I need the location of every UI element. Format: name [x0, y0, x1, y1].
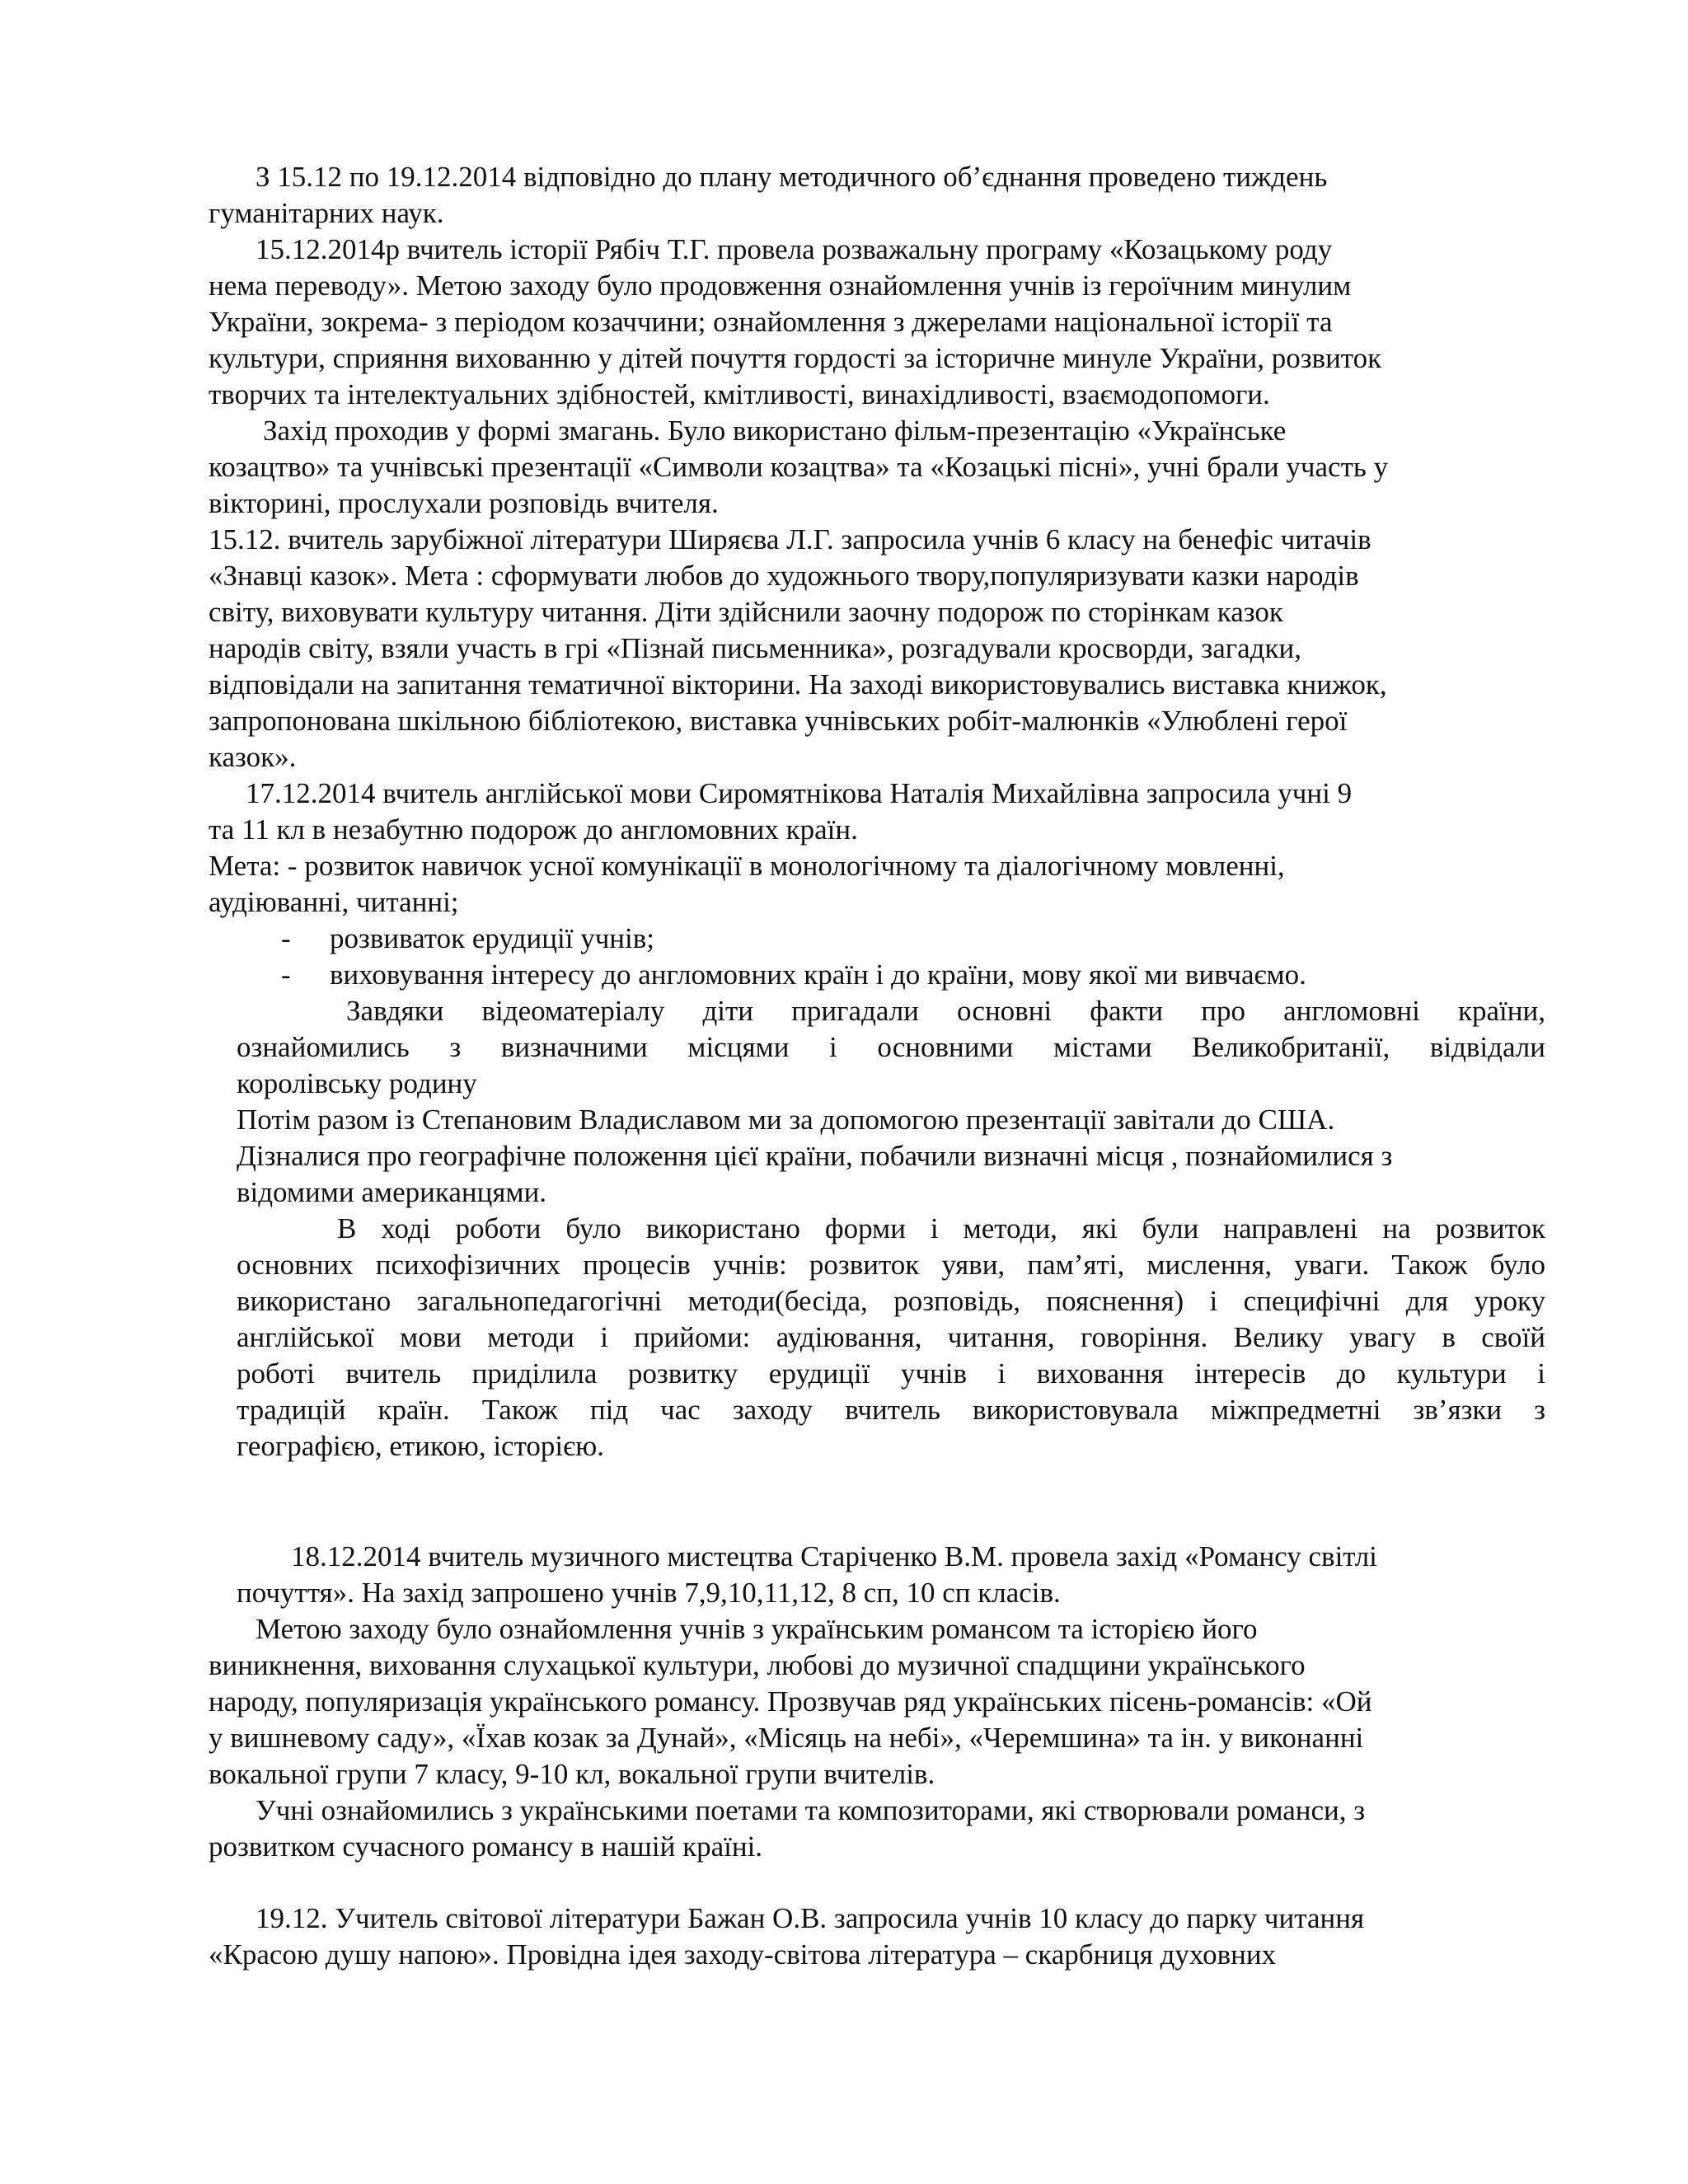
list-item-text: виховування інтересу до англомовних країн і до країни, мову якої ми вивчаємо. — [330, 958, 1306, 991]
text-line: вікторині, прослухали розповідь вчителя. — [209, 487, 719, 519]
text-line: ознайомились з визначними місцями і основними містами Великобританії, відвідали — [237, 1031, 1545, 1063]
text-line: казок». — [209, 741, 297, 773]
text-line: розвитком сучасного романсу в нашій країні. — [209, 1830, 763, 1863]
text-line: Метою заходу було ознайомлення учнів з українським романсом та історією його — [256, 1613, 1258, 1645]
text-line: 19.12. Учитель світової літератури Бажан О.В. запросила учнів 10 класу до парку читання — [256, 1902, 1365, 1934]
paragraph-english-event — [209, 776, 1352, 848]
text-line: «Знавці казок». Мета : сформувати любов до художнього твору,популяризувати казки народів — [209, 560, 1359, 592]
text-line: народів світу, взяли участь в грі «Пізнай письменника», розгадували кросворди, загадки, — [209, 632, 1301, 664]
text-line: 15.12. вчитель зарубіжної літератури Ширяєва Л.Г. запросила учнів 6 класу на бенефіс читачів — [209, 523, 1372, 555]
paragraph-romance-purpose — [209, 1611, 1372, 1793]
text-line: традицій країн. Також під час заходу вчитель використовувала міжпредметні зв’язки з — [237, 1394, 1545, 1426]
paragraph-video-materials — [237, 993, 1545, 1102]
paragraph-competition — [209, 413, 1388, 522]
text-line: культури, сприяння вихованню у дітей почуття гордості за історичне минуле України, розвиток — [209, 342, 1382, 374]
text-line: виникнення, виховання слухацької культури, любові до музичної спадщини українського — [209, 1649, 1306, 1681]
text-line: 17.12.2014 вчитель англійської мови Сиромятнікова Наталія Михайлівна запросила учні 9 — [246, 777, 1353, 809]
text-line: 15.12.2014р вчитель історії Рябіч Т.Г. провела розважальну програму «Козацькому роду — [256, 233, 1333, 265]
paragraph-usa-presentation — [237, 1102, 1392, 1211]
text-line: запропонована шкільною бібліотекою, виставка учнівських робіт-малюнків «Улюблені герої — [209, 705, 1348, 737]
list-item-text: розвиваток ерудиції учнів; — [330, 922, 655, 954]
text-line: козацтво» та учнівські презентації «Символи козацтва» та «Козацькі пісні», учні брали участь у — [209, 451, 1389, 483]
text-line: Завдяки відеоматеріалу діти пригадали основні факти про англомовні країни, — [346, 995, 1545, 1027]
text-line: використано загальнопедагогічні методи(бесіда, розповідь, пояснення) і специфічні для уроку — [237, 1285, 1545, 1317]
text-line: роботі вчитель приділила розвитку ерудиції учнів і виховання інтересів до культури і — [237, 1357, 1545, 1390]
text-line: аудіюванні, читанні; — [209, 886, 459, 918]
text-line: англійської мови методи і прийоми: аудіювання, читання, говоріння. Велику увагу в своїй — [237, 1321, 1545, 1353]
list-dash: - — [281, 922, 291, 954]
text-line: Мета: - розвиток навичок усної комунікації в монологічному та діалогічному мовленні, — [209, 850, 1285, 882]
text-line: Потім разом із Степановим Владиславом ми за допомогою презентації завітали до США. — [237, 1104, 1335, 1136]
paragraph-history-event — [209, 232, 1381, 413]
list-dash: - — [281, 958, 291, 991]
text-line: основних психофізичних процесів учнів: розвиток уяви, пам’яті, мислення, уваги. Також було — [237, 1249, 1545, 1281]
bullet-list — [209, 921, 1527, 993]
paragraph-goals — [209, 848, 1285, 921]
paragraph-methods — [237, 1211, 1545, 1465]
text-line: гуманітарних наук. — [209, 197, 444, 229]
text-line: світу, виховувати культуру читання. Діти здійснили заочну подорож по сторінкам казок — [209, 596, 1283, 628]
text-line: З 15.12 по 19.12.2014 відповідно до плану методичного об’єднання проведено тиждень — [256, 161, 1328, 193]
text-line: королівську родину — [237, 1067, 477, 1099]
text-line: творчих та інтелектуальних здібностей, кмітливості, винахідливості, взаємодопомоги. — [209, 378, 1270, 410]
text-line: народу, популяризація українського романсу. Прозвучав ряд українських пісень-романсів: «Ой — [209, 1685, 1372, 1718]
paragraph-intro — [209, 159, 1327, 232]
text-line: у вишневому саду», «Їхав козак за Дунай», «Місяць на небі», «Черемшина» та ін. у виконанні — [209, 1722, 1364, 1754]
text-line: В ході роботи було використано форми і методи, які були направлені на розвиток — [337, 1212, 1545, 1244]
paragraph-literature-event — [209, 522, 1387, 776]
text-line: відомими американцями. — [237, 1176, 547, 1208]
text-line: України, зокрема- з періодом козаччини; ознайомлення з джерелами національної історії та — [209, 306, 1333, 338]
text-line: Дізналися про географічне положення цієї країни, побачили визначні місця , познайомилися з — [237, 1140, 1393, 1172]
text-line: географією, етикою, історією. — [237, 1430, 605, 1462]
text-line: та 11 кл в незабутню подорож до англомовних країн. — [209, 813, 858, 846]
text-line: Захід проходив у формі змагань. Було використано фільм-презентацію «Українське — [263, 415, 1287, 447]
text-line: Учні ознайомились з українськими поетами та композиторами, які створювали романси, з — [256, 1794, 1366, 1826]
paragraph-world-literature — [209, 1900, 1364, 1973]
paragraph-music-event — [237, 1539, 1377, 1611]
text-line: 18.12.2014 вчитель музичного мистецтва Старіченко В.М. провела захід «Романсу світлі — [291, 1540, 1377, 1572]
text-line: вокальної групи 7 класу, 9-10 кл, вокальної групи вчителів. — [209, 1758, 935, 1790]
text-line: відповідали на запитання тематичної вікторини. На заході використовувались виставка книжок, — [209, 668, 1387, 701]
text-line: «Красою душу напою». Провідна ідея заходу-світова література – скарбниця духовних — [209, 1938, 1277, 1971]
text-line: почуття». На захід запрошено учнів 7,9,10,11,12, 8 сп, 10 сп класів. — [237, 1577, 1061, 1609]
paragraph-poets — [209, 1793, 1365, 1865]
text-line: нема переводу». Метою заходу було продовження ознайомлення учнів із героїчним минулим — [209, 269, 1352, 302]
